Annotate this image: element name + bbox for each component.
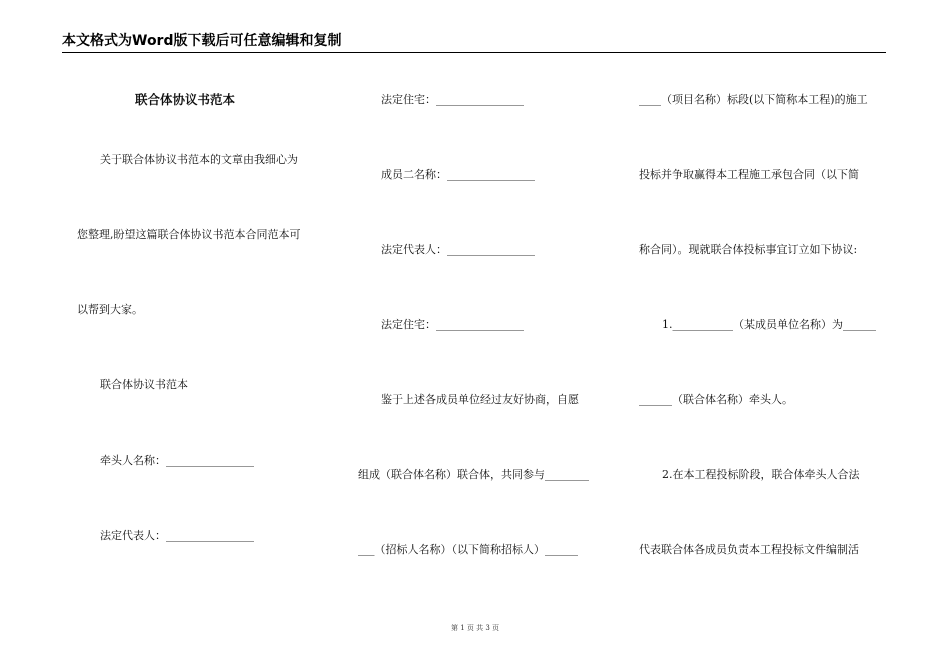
field-lead-name: 牵头人名称：________________ [100,454,254,467]
page-number: 第 1 页 共 3 页 [450,624,500,632]
field-legal-representative: 法定代表人：________________ [381,243,535,256]
paragraph-line: 关于联合体协议书范本的文章由我细心为 [100,153,298,166]
paragraph-line: ____（项目名称）标段(以下简称本工程)的施工 [639,93,868,106]
paragraph-line: 鉴于上述各成员单位经过友好协商，自愿 [381,393,579,406]
paragraph-line: 代表联合体各成员负责本工程投标文件编制活 [639,543,859,556]
agreement-clause-1: 1.___________（某成员单位名称）为______ [662,318,876,331]
paragraph-line: ______（联合体名称）牵头人。 [639,393,793,406]
paragraph-line: 以帮到大家。 [77,303,143,316]
field-legal-representative: 法定代表人：________________ [100,529,254,542]
section-heading: 联合体协议书范本 [100,378,188,391]
paragraph-line: ___（招标人名称）（以下简称招标人）______ [358,543,578,556]
agreement-clause-2: 2.在本工程投标阶段，联合体牵头人合法 [662,468,860,481]
header-divider [62,52,886,53]
field-member-two-name: 成员二名称：________________ [381,168,535,181]
paragraph-line: 组成（联合体名称）联合体，共同参与________ [358,468,589,481]
document-header: 本文格式为Word版下载后可任意编辑和复制 [62,33,342,49]
paragraph-line: 您整理,盼望这篇联合体协议书范本合同范本可 [77,228,301,241]
field-legal-address: 法定住宅：________________ [381,318,524,331]
document-title: 联合体协议书范本 [135,92,236,107]
field-legal-address: 法定住宅：________________ [381,93,524,106]
paragraph-line: 称合同）。现就联合体投标事宜订立如下协议: [639,243,858,256]
paragraph-line: 投标并争取赢得本工程施工承包合同（以下简 [639,168,859,181]
